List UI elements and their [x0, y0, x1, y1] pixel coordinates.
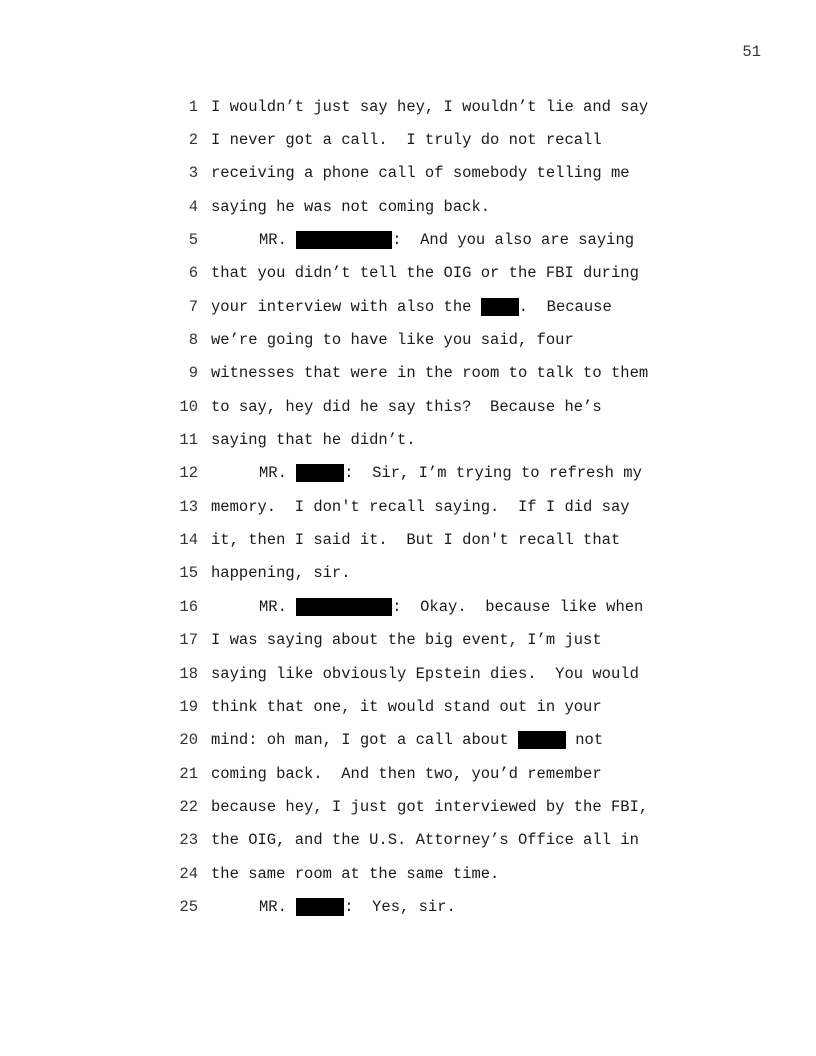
speaker-label: MR.: [259, 897, 287, 916]
line-text: saying he was not coming back.: [211, 197, 491, 216]
transcript-line: [170, 123, 730, 156]
line-number: 17: [179, 631, 198, 650]
transcript-line: [170, 423, 730, 456]
line-number: 1: [188, 97, 198, 116]
line-number: 16: [179, 597, 198, 616]
line-number: 13: [179, 497, 198, 516]
line-text: : And you also are saying: [392, 231, 635, 250]
speaker-label: MR.: [259, 597, 287, 616]
line-text: your interview with also the: [211, 297, 481, 316]
line-text: think that one, it would stand out in your: [211, 697, 602, 716]
transcript-line: [170, 824, 730, 857]
line-text: that you didn’t tell the OIG or the FBI during: [211, 264, 639, 283]
line-number: 5: [188, 231, 198, 250]
transcript-line: [170, 357, 730, 390]
line-number: 23: [179, 831, 198, 850]
speaker-label: MR.: [259, 231, 287, 250]
line-number: 3: [188, 164, 198, 183]
transcript-line: [170, 457, 730, 490]
transcript-line: [170, 323, 730, 356]
transcript-line: [170, 157, 730, 190]
line-text: coming back. And then two, you’d remember: [211, 764, 602, 783]
line-number: 20: [179, 731, 198, 750]
speaker-label: MR.: [259, 464, 287, 483]
line-text: I never got a call. I truly do not recall: [211, 131, 602, 150]
transcript-line: [170, 90, 730, 123]
line-number: 10: [179, 397, 198, 416]
transcript-line: [170, 190, 730, 223]
redaction-bar: [481, 298, 519, 316]
line-number: 12: [179, 464, 198, 483]
transcript-line: [170, 790, 730, 823]
line-number: 22: [179, 797, 198, 816]
transcript-line: [170, 490, 730, 523]
line-number: 7: [188, 297, 198, 316]
transcript-line: [170, 890, 730, 923]
line-number: 11: [179, 431, 198, 450]
line-number: 21: [179, 764, 198, 783]
redaction-bar: [296, 231, 392, 249]
line-text: to say, hey did he say this? Because he’s: [211, 397, 602, 416]
line-text: saying like obviously Epstein dies. You would: [211, 664, 639, 683]
line-text: saying that he didn’t.: [211, 431, 416, 450]
line-number: 14: [179, 531, 198, 550]
line-number: 19: [179, 697, 198, 716]
line-text: : Okay. because like when: [392, 597, 644, 616]
page-number: 51: [742, 43, 761, 61]
line-number: 2: [188, 131, 198, 150]
line-text: we’re going to have like you said, four: [211, 331, 574, 350]
transcript-line: [170, 590, 730, 623]
line-number: 9: [188, 364, 198, 383]
line-text: it, then I said it. But I don't recall that: [211, 531, 621, 550]
redaction-bar: [296, 898, 344, 916]
transcript-body: [170, 90, 730, 924]
line-number: 24: [179, 864, 198, 883]
transcript-line: [170, 657, 730, 690]
line-text: not: [565, 731, 604, 750]
line-text: mind: oh man, I got a call about: [211, 731, 518, 750]
line-text: receiving a phone call of somebody telling me: [211, 164, 630, 183]
line-number: 6: [188, 264, 198, 283]
line-text: . Because: [518, 297, 612, 316]
transcript-line: [170, 223, 730, 256]
transcript-line: [170, 857, 730, 890]
line-text: I wouldn’t just say hey, I wouldn’t lie and say: [211, 97, 649, 116]
transcript-line: [170, 290, 730, 323]
transcript-line: [170, 257, 730, 290]
transcript-line: [170, 624, 730, 657]
transcript-line: [170, 690, 730, 723]
line-number: 25: [179, 897, 198, 916]
line-number: 18: [179, 664, 198, 683]
line-text: the OIG, and the U.S. Attorney’s Office all in: [211, 831, 639, 850]
transcript-line: [170, 757, 730, 790]
redaction-bar: [296, 464, 344, 482]
line-text: memory. I don't recall saying. If I did say: [211, 497, 630, 516]
line-text: : Sir, I’m trying to refresh my: [344, 464, 642, 483]
line-number: 4: [188, 197, 198, 216]
line-text: : Yes, sir.: [344, 897, 456, 916]
line-text: because hey, I just got interviewed by the FBI,: [211, 797, 649, 816]
line-number: 8: [188, 331, 198, 350]
transcript-line: [170, 523, 730, 556]
line-number: 15: [179, 564, 198, 583]
transcript-line: [170, 724, 730, 757]
line-text: the same room at the same time.: [211, 864, 500, 883]
line-text: happening, sir.: [211, 564, 351, 583]
line-text: I was saying about the big event, I’m just: [211, 631, 602, 650]
redaction-bar: [518, 731, 566, 749]
line-text: witnesses that were in the room to talk to them: [211, 364, 649, 383]
redaction-bar: [296, 598, 392, 616]
transcript-line: [170, 557, 730, 590]
transcript-line: [170, 390, 730, 423]
